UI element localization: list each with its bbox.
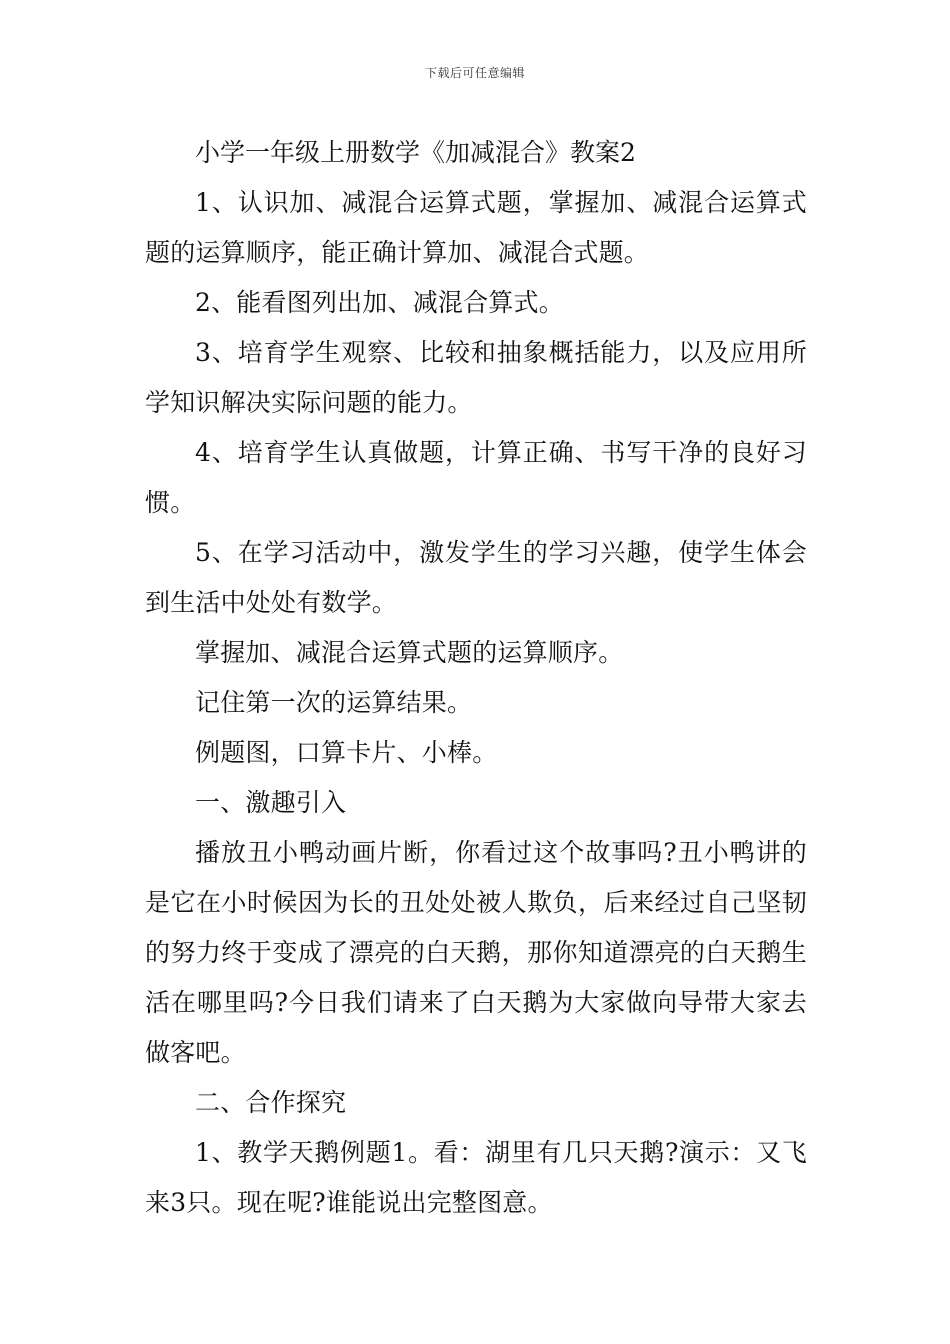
- section-heading-explore: 二、合作探究: [195, 1088, 347, 1117]
- paragraph-key-point: 掌握加、减混合运算式题的运算顺序。: [195, 638, 624, 667]
- paragraph-intro: 播放丑小鸭动画片断，你看过这个故事吗?丑小鸭讲的是它在小时候因为长的丑处处被人欺负，后来经过自己坚韧的努力终于变成了漂亮的白天鹅，那你知道漂亮的白天鹅生活在哪里吗?今日我们请来了白天鹅为大家做向导带大家去做客吧。: [145, 838, 807, 1067]
- paragraph-objective-3: 3、培育学生观察、比较和抽象概括能力，以及应用所学知识解决实际问题的能力。: [145, 338, 807, 417]
- section-heading-intro: 一、激趣引入: [195, 788, 347, 817]
- paragraph-difficulty: 记住第一次的运算结果。: [195, 688, 473, 717]
- paragraph-objective-1: 1、认识加、减混合运算式题，掌握加、减混合运算式题的运算顺序，能正确计算加、减混合式题。: [145, 188, 807, 267]
- paragraph-objective-5: 5、在学习活动中，激发学生的学习兴趣，使学生体会到生活中处处有数学。: [145, 538, 807, 617]
- header-note: 下载后可任意编辑: [424, 66, 525, 80]
- paragraph-example-1: 1、教学天鹅例题1。看：湖里有几只天鹅?演示：又飞来3只。现在呢?谁能说出完整图意。: [145, 1138, 807, 1217]
- paragraph-objective-2: 2、能看图列出加、减混合算式。: [195, 288, 564, 317]
- paragraph-objective-4: 4、培育学生认真做题，计算正确、书写干净的良好习惯。: [145, 438, 807, 517]
- document-title: 小学一年级上册数学《加减混合》教案2: [195, 138, 636, 167]
- paragraph-materials: 例题图，口算卡片、小棒。: [195, 738, 498, 767]
- document-body: [145, 128, 807, 1228]
